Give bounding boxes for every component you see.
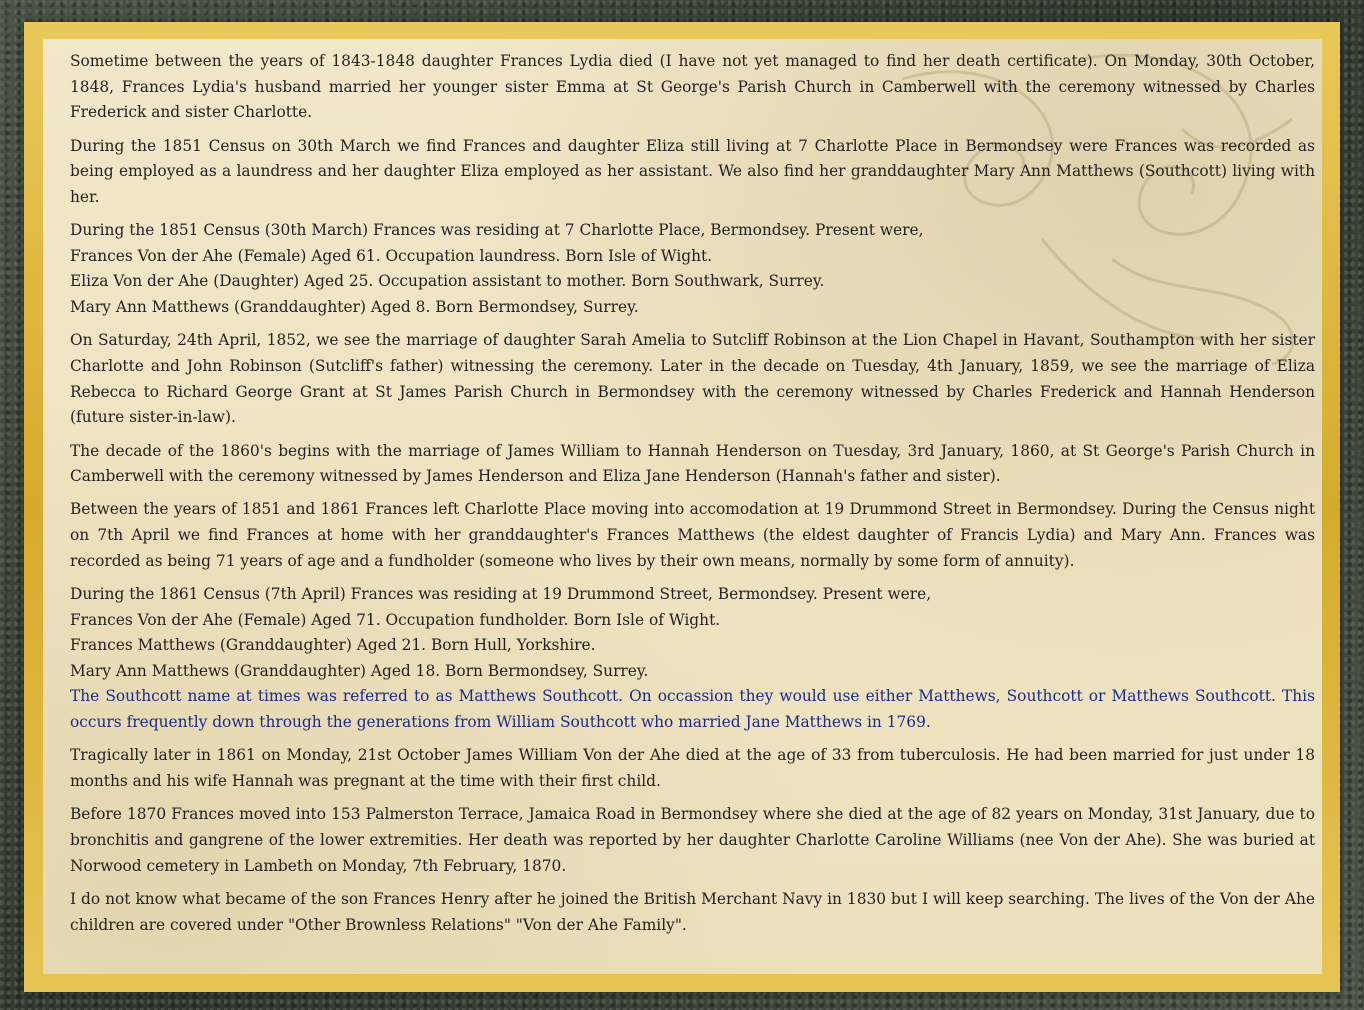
census-1851-record	[70, 218, 1315, 320]
census-1851-line: Frances Von der Ahe (Female) Aged 61. Occupation laundress. Born Isle of Wight.	[70, 246, 713, 265]
gold-frame	[24, 22, 1340, 992]
paragraph-marriage-1848: Sometime between the years of 1843-1848 daughter Frances Lydia died (I have not yet managed to find her death certificate). On Monday, 30th October, 1848, Frances Lydia's husband married her younger sister Emma at St George's Parish Church in Camberwell with the ceremony witnessed by Charles Frederick and sister Charlotte.	[70, 52, 1315, 122]
census-1851-line: Eliza Von der Ahe (Daughter) Aged 25. Occupation assistant to mother. Born Southwark, Surrey.	[70, 272, 825, 291]
census-1861-record	[70, 582, 1315, 736]
southcott-name-note: The Southcott name at times was referred to as Matthews Southcott. On occassion they would use either Matthews, Southcott or Matthews Southcott. This occurs frequently down through the generations from William Southcott who married Jane Matthews in 1769.	[70, 687, 1315, 732]
paragraph-marriage-1860: The decade of the 1860's begins with the marriage of James William to Hannah Henderson on Tuesday, 3rd January, 1860, at St George's Parish Church in Camberwell with the ceremony witnessed by James Henderson and Eliza Jane Henderson (Hannah's father and sister).	[70, 441, 1315, 486]
census-1861-line: Mary Ann Matthews (Granddaughter) Aged 18. Born Bermondsey, Surrey.	[70, 661, 649, 680]
paragraph-marriages-1850s: On Saturday, 24th April, 1852, we see the marriage of daughter Sarah Amelia to Sutcliff Robinson at the Lion Chapel in Havant, Southampton with her sister Charlotte and John Robinson (Sutcliff's father) witnessing the ceremony. Later in the decade on Tuesday, 4th January, 1859, we see the marriage of Eliza Rebecca to Richard George Grant at St James Parish Church in Bermondsey with the ceremony witnessed by Charles Frederick and Hannah Henderson (future sister-in-law).	[70, 331, 1315, 427]
paragraph-death-frances: Before 1870 Frances moved into 153 Palmerston Terrace, Jamaica Road in Bermondsey where she died at the age of 82 years on Monday, 31st January, due to bronchitis and gangrene of the lower extremities. Her death was reported by her daughter Charlotte Caroline Williams (nee Von der Ahe). She was buried at Norwood cemetery in Lambeth on Monday, 7th February, 1870.	[70, 805, 1315, 875]
paragraph-death-james-william: Tragically later in 1861 on Monday, 21st October James William Von der Ahe died at the age of 33 from tuberculosis. He had been married for just under 18 months and his wife Hannah was pregnant at the time with their first child.	[70, 746, 1315, 791]
paragraph-closing: I do not know what became of the son Frances Henry after he joined the British Merchant Navy in 1830 but I will keep searching. The lives of the Von der Ahe children are covered under "Other Brownless Relations" "Von der Ahe Family".	[70, 889, 1315, 934]
census-1861-line: Frances Matthews (Granddaughter) Aged 21. Born Hull, Yorkshire.	[70, 636, 596, 655]
census-1861-line: Frances Von der Ahe (Female) Aged 71. Occupation fundholder. Born Isle of Wight.	[70, 610, 721, 629]
census-1861-header: During the 1861 Census (7th April) Frances was residing at 19 Drummond Street, Bermondsey. Present were,	[70, 585, 932, 604]
paragraph-census-1851-summary: During the 1851 Census on 30th March we find Frances and daughter Eliza still living at 7 Charlotte Place in Bermondsey were Frances was recorded as being employed as a laundress and her daughter Eliza employed as her assistant. We also find her granddaughter Mary Ann Matthews (Southcott) living with her.	[70, 136, 1315, 206]
parchment-page	[43, 39, 1322, 974]
census-1851-line: Mary Ann Matthews (Granddaughter) Aged 8. Born Bermondsey, Surrey.	[70, 297, 639, 316]
paragraph-drummond-street: Between the years of 1851 and 1861 Frances left Charlotte Place moving into accomodation at 19 Drummond Street in Bermondsey. During the Census night on 7th April we find Frances at home with her granddaughter's Frances Matthews (the eldest daughter of Francis Lydia) and Mary Ann. Frances was recorded as being 71 years of age and a fundholder (someone who lives by their own means, normally by some form of annuity).	[70, 500, 1315, 570]
census-1851-header: During the 1851 Census (30th March) Frances was residing at 7 Charlotte Place, Bermondsey. Present were,	[70, 221, 924, 240]
